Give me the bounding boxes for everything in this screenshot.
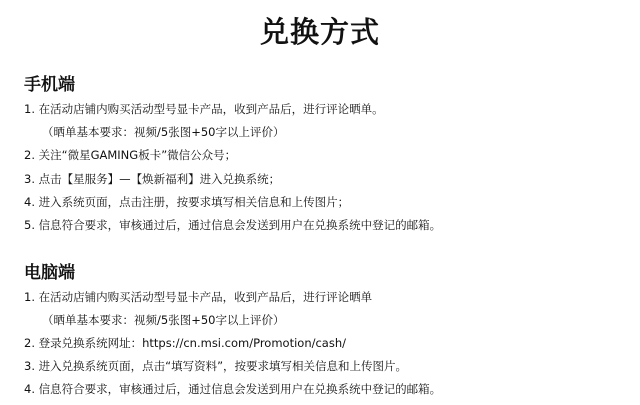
mobile-step-4: 4. 进入系统页面，点击注册，按要求填写相关信息和上传图片； <box>24 195 350 209</box>
pc-step-2: 2. 登录兑换系统网址：https://cn.msi.com/Promotion/cash/ <box>24 336 347 350</box>
mobile-step-1: 1. 在活动店铺内购买活动型号显卡产品，收到产品后，进行评论晒单。 <box>24 102 384 116</box>
section-heading-mobile: 手机端 <box>24 75 75 95</box>
mobile-step-2: 2. 关注“微星GAMING板卡”微信公众号； <box>24 148 237 162</box>
mobile-step-3: 3. 点击【星服务】—【焕新福利】进入兑换系统； <box>24 172 281 186</box>
page-title: 兑换方式 <box>259 15 380 49</box>
mobile-step-5: 5. 信息符合要求，审核通过后，通过信息会发送到用户在兑换系统中登记的邮箱。 <box>24 218 442 232</box>
pc-step-3: 3. 进入兑换系统页面，点击“填写资料”，按要求填写相关信息和上传图片。 <box>24 359 408 373</box>
pc-step-1-note: （晒单基本要求：视频/5张图+50字以上评价） <box>42 313 285 327</box>
section-heading-pc: 电脑端 <box>24 263 75 283</box>
pc-step-4: 4. 信息符合要求，审核通过后，通过信息会发送到用户在兑换系统中登记的邮箱。 <box>24 382 442 396</box>
mobile-step-1-note: （晒单基本要求：视频/5张图+50字以上评价） <box>42 125 285 139</box>
pc-step-1: 1. 在活动店铺内购买活动型号显卡产品，收到产品后，进行评论晒单 <box>24 290 373 304</box>
